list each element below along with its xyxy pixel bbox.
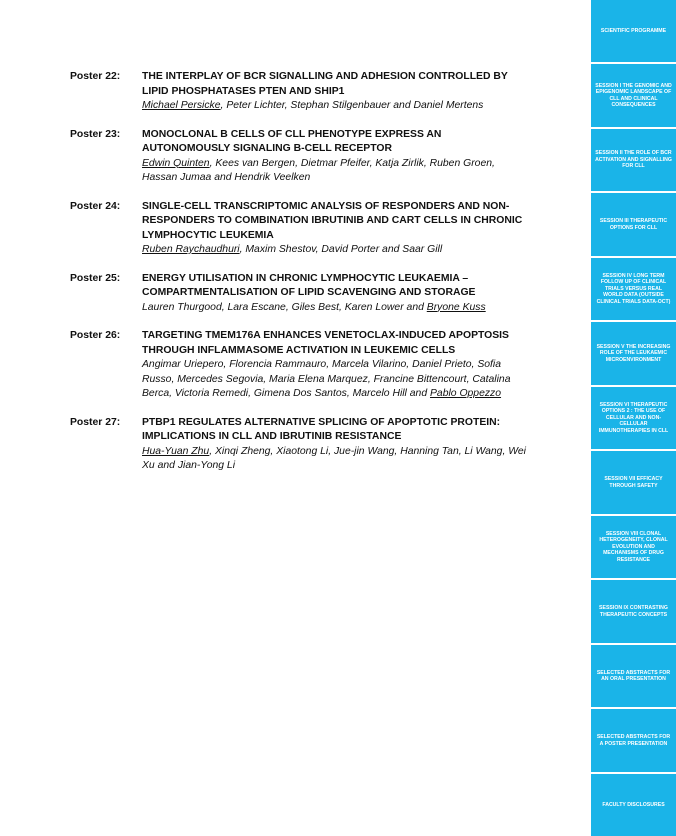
nav-session-1[interactable]: SESSION I THE GENOMIC AND EPIGENOMIC LANDSCAPE OF CLL AND CLINICAL CONSEQUENCES	[591, 64, 676, 127]
poster-number: Poster 24:	[70, 200, 121, 212]
nav-session-7[interactable]: SESSION VII EFFICACY THROUGH SAFETY	[591, 451, 676, 514]
co-authors: Angimar Uriepero, Florencia Rammauro, Marcela Vilarino, Daniel Prieto, Sofia Russo, Mercedes Segovia, Maria Elena Marquez, Francine Bittencourt, Catalina Berca, Victoria Remedi, Gimena Dos Santos, Marcelo Hill and	[142, 359, 511, 399]
poster-number: Poster 26:	[70, 330, 121, 341]
co-authors: , Maxim Shestov, David Porter and Saar Gill	[239, 244, 443, 255]
nav-session-8[interactable]: SESSION VIII CLONAL HETEROGENEITY, CLONAL EVOLUTION AND MECHANISMS OF DRUG RESISTANCE	[591, 516, 676, 578]
nav-poster-abstracts[interactable]: SELECTED ABSTRACTS FOR A POSTER PRESENTATION	[591, 709, 676, 772]
presenting-author: Pablo Oppezzo	[429, 388, 502, 399]
poster-title: PTBP1 REGULATES ALTERNATIVE SPLICING OF APOPTOTIC PROTEIN: IMPLICATIONS IN CLL AND IBRUTINIB RESISTANCE	[142, 416, 501, 442]
poster-body	[142, 329, 530, 402]
nav-session-6[interactable]: SESSION VI THERAPEUTIC OPTIONS 2 : THE USE OF CELLULAR AND NON-CELLULAR IMMUNOTHERAPIES IN CLL	[591, 387, 676, 449]
poster-title: ENERGY UTILISATION IN CHRONIC LYMPHOCYTIC LEUKAEMIA – COMPARTMENTALISATION OF LIPID SCAVENGING AND STORAGE	[142, 272, 476, 298]
nav-oral-abstracts[interactable]: SELECTED ABSTRACTS FOR AN ORAL PRESENTATION	[591, 645, 676, 707]
co-authors: , Xinqi Zheng, Xiaotong Li, Jue-jin Wang, Hanning Tan, Li Wang, Wei Xu and Jian-Yong Li	[142, 445, 526, 471]
nav-session-4[interactable]: SESSION IV LONG TERM FOLLOW UP OF CLINICAL TRIALS VERSUS REAL WORLD DATA (OUTSIDE CLINICAL TRIALS DATA-OCT)	[591, 258, 676, 320]
poster-body	[142, 272, 530, 316]
poster-body	[142, 128, 530, 186]
poster-number: Poster 22:	[70, 71, 121, 82]
poster-number: Poster 27:	[70, 416, 121, 428]
nav-scientific-programme[interactable]: SCIENTIFIC PROGRAMME	[591, 0, 676, 62]
co-authors: Lauren Thurgood, Lara Escane, Giles Best, Karen Lower and	[142, 301, 427, 313]
poster-number: Poster 25:	[70, 272, 121, 284]
poster-entry	[70, 200, 530, 258]
nav-session-9[interactable]: SESSION IX CONTRASTING THERAPEUTIC CONCEPTS	[591, 580, 676, 643]
poster-body	[142, 200, 530, 258]
poster-authors	[142, 157, 530, 186]
poster-entry	[70, 272, 530, 316]
poster-title: THE INTERPLAY OF BCR SIGNALLING AND ADHESION CONTROLLED BY LIPID PHOSPHATASES PTEN AND SHIP1	[142, 71, 508, 97]
poster-list	[70, 70, 530, 488]
presenting-author: Bryone Kuss	[426, 301, 486, 313]
poster-title: SINGLE-CELL TRANSCRIPTOMIC ANALYSIS OF RESPONDERS AND NON-RESPONDERS TO COMBINATION IBRUTINIB AND CART CELLS IN CHRONIC LYMPHOCYTIC LEUKEMIA	[142, 200, 523, 241]
presenting-author: Edwin Quinten	[142, 157, 210, 169]
section-navigation-sidebar	[591, 0, 676, 836]
nav-session-3[interactable]: SESSION III THERAPEUTIC OPTIONS FOR CLL	[591, 193, 676, 256]
co-authors: , Peter Lichter, Stephan Stilgenbauer and Daniel Mertens	[220, 100, 484, 111]
poster-entry	[70, 329, 530, 402]
poster-title: MONOCLONAL B CELLS OF CLL PHENOTYPE EXPRESS AN AUTONOMOUSLY SIGNALING B-CELL RECEPTOR	[142, 128, 442, 154]
poster-entry	[70, 128, 530, 186]
poster-number: Poster 23:	[70, 128, 121, 140]
poster-authors	[142, 301, 530, 316]
co-authors: , Kees van Bergen, Dietmar Pfeifer, Katja Zirlik, Ruben Groen, Hassan Jumaa and Hendrik Veelken	[142, 157, 495, 183]
nav-session-2[interactable]: SESSION II THE ROLE OF BCR ACTIVATION AND SIGNALLING FOR CLL	[591, 129, 676, 191]
nav-faculty-disclosures[interactable]: FACULTY DISCLOSURES	[591, 774, 676, 836]
presenting-author: Ruben Raychaudhuri	[142, 244, 240, 255]
poster-body	[142, 70, 530, 114]
presenting-author: Hua-Yuan Zhu	[142, 445, 210, 457]
nav-session-5[interactable]: SESSION V THE INCREASING ROLE OF THE LEUKAEMIC MICROENVIRONMENT	[591, 322, 676, 385]
poster-entry	[70, 70, 530, 114]
poster-authors	[142, 445, 530, 474]
poster-entry	[70, 416, 530, 474]
poster-body	[142, 416, 530, 474]
presenting-author: Michael Persicke	[142, 100, 221, 111]
poster-authors	[142, 358, 530, 402]
poster-title: TARGETING TMEM176A ENHANCES VENETOCLAX-INDUCED APOPTOSIS THROUGH INFLAMMASOME ACTIVATION IN LEUKEMIC CELLS	[142, 330, 509, 356]
poster-authors	[142, 99, 530, 114]
poster-authors	[142, 243, 530, 258]
